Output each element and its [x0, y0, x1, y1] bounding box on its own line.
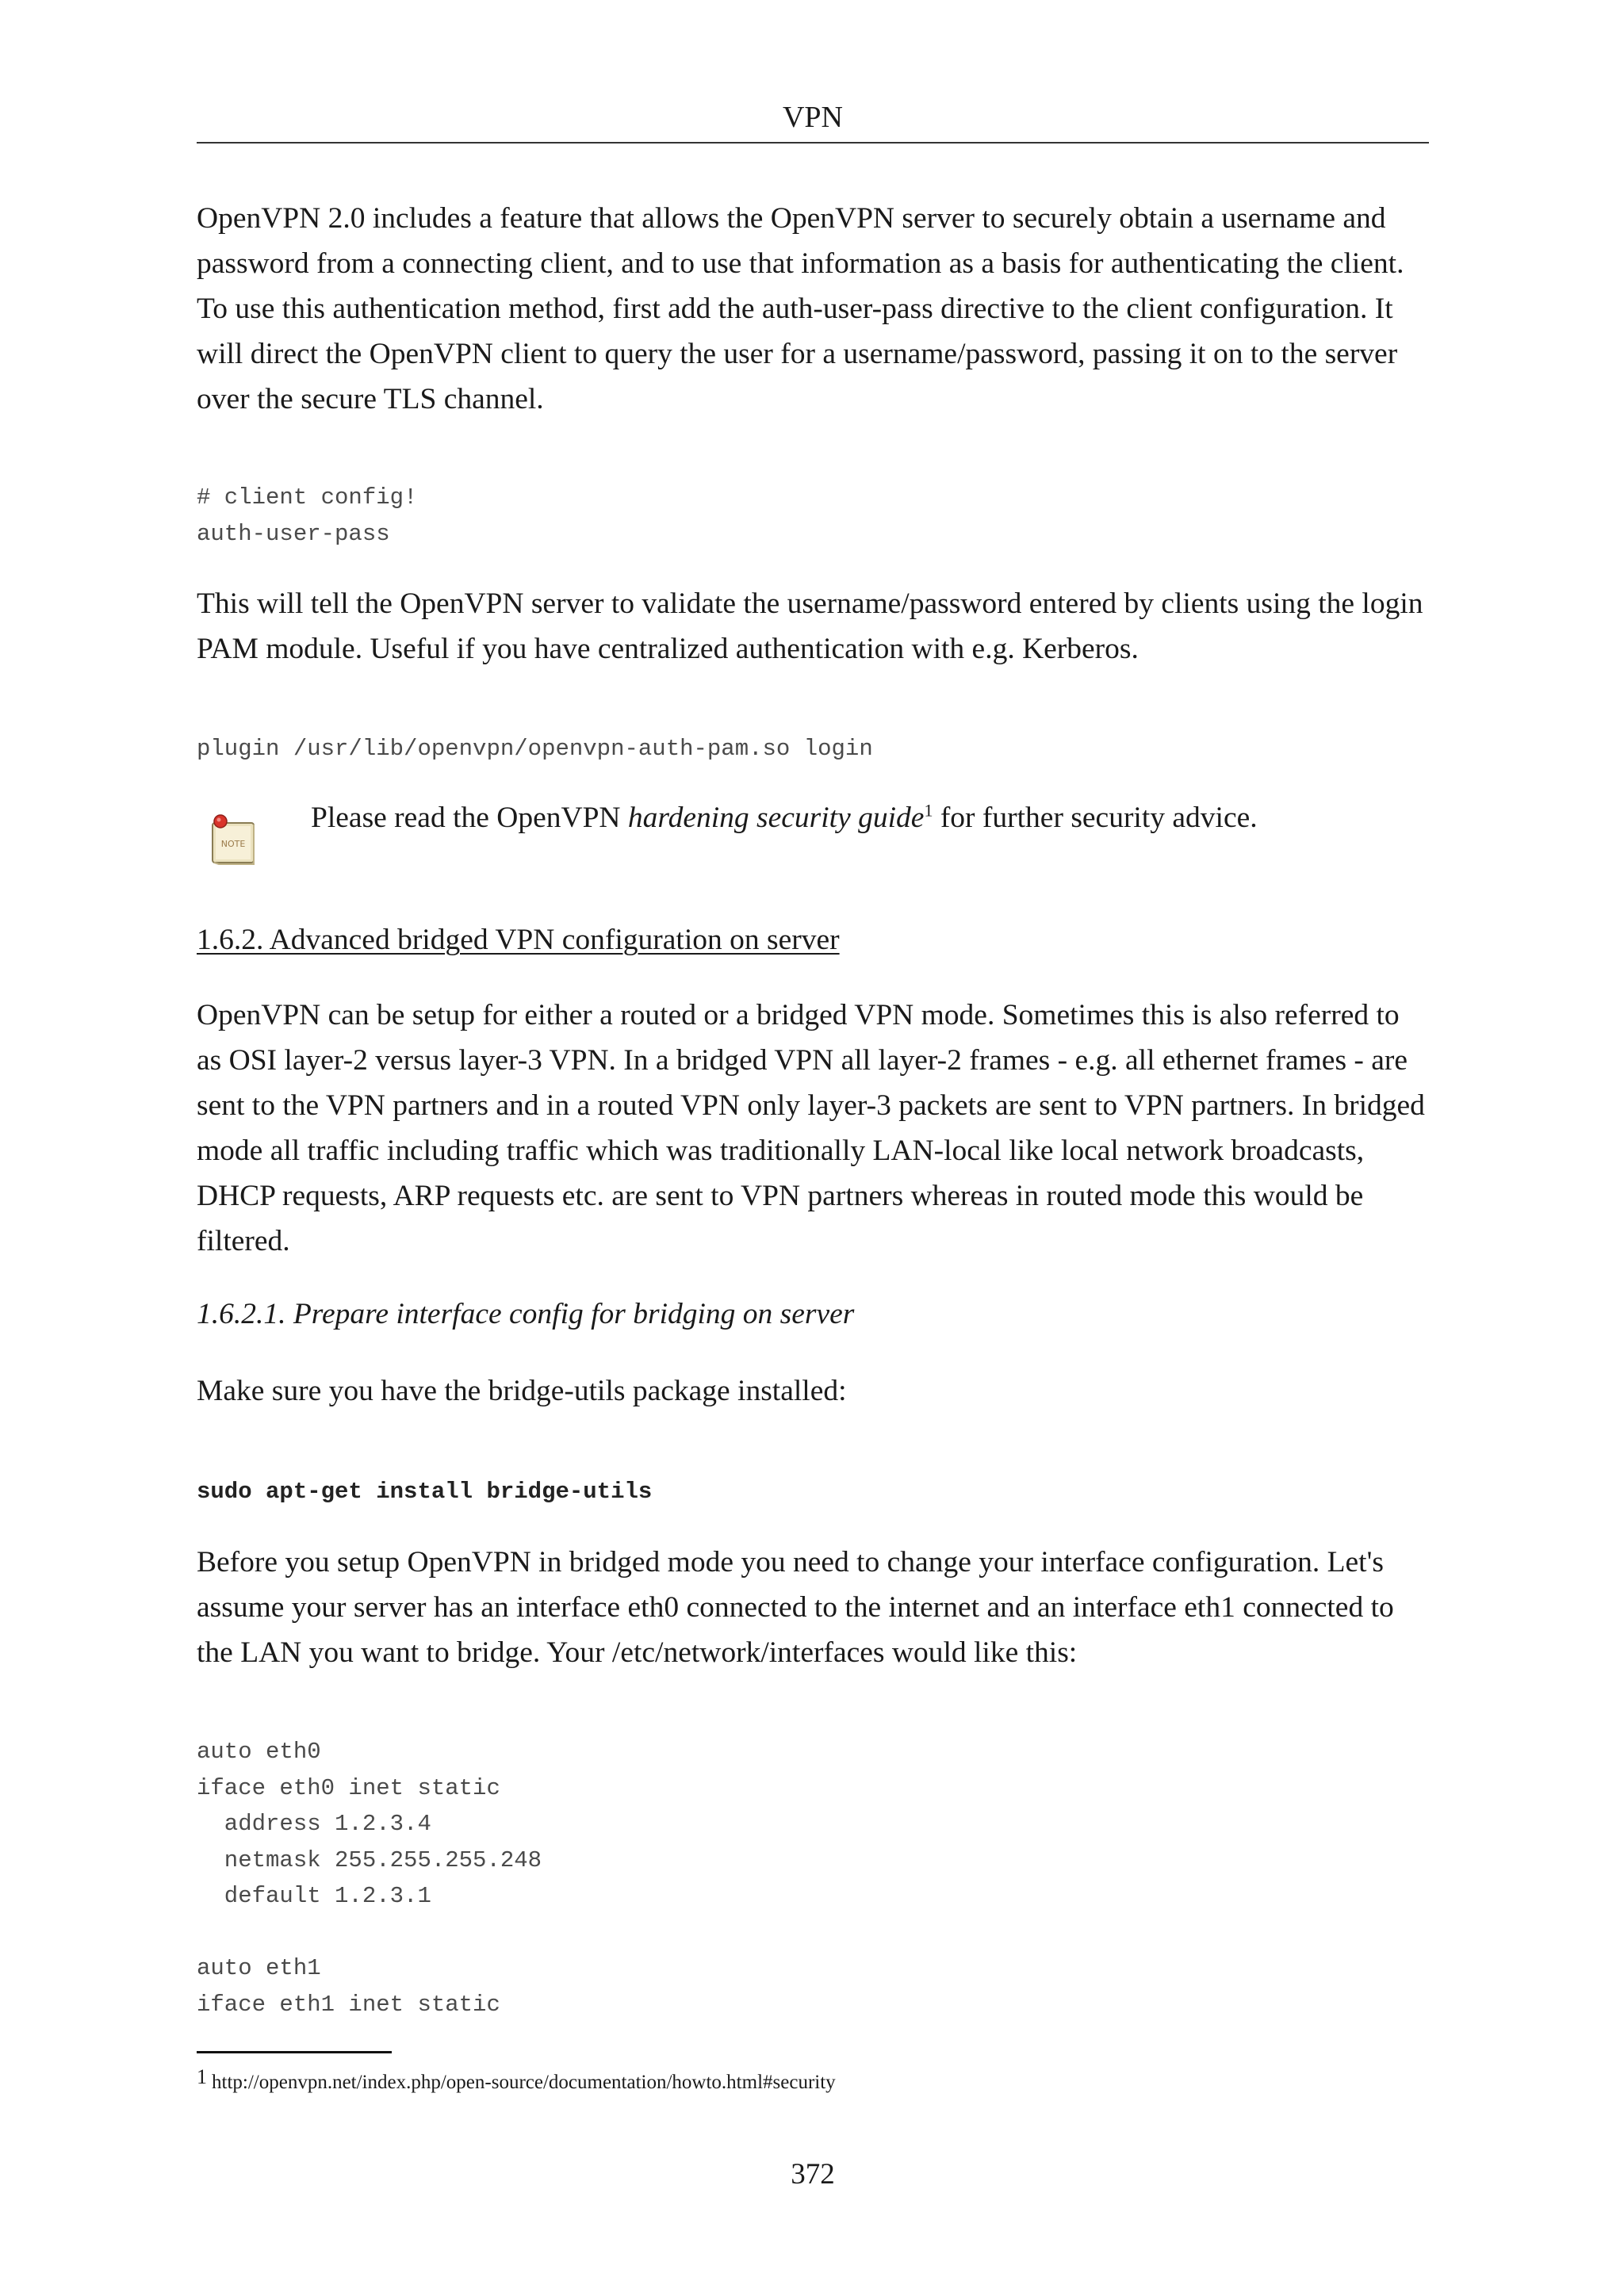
bridged-intro-paragraph	[197, 993, 1429, 1264]
install-command-code	[197, 1474, 1429, 1510]
client-config-code	[197, 480, 1429, 552]
auth-intro-paragraph	[197, 196, 1429, 422]
footnote	[197, 2063, 836, 2097]
footnote-url[interactable]: http://openvpn.net/index.php/open-source/documentation/howto.html#security	[212, 2072, 836, 2093]
page-number: 372	[791, 2158, 835, 2191]
document-page	[197, 0, 1429, 2296]
plugin-code-text: plugin /usr/lib/openvpn/openvpn-auth-pam.so login	[197, 736, 873, 762]
running-header: VPN	[782, 101, 844, 134]
install-command-text: sudo apt-get install bridge-utils	[197, 1479, 653, 1505]
plugin-code	[197, 731, 1429, 767]
footnote-mark: 1	[197, 2065, 207, 2088]
bridged-section-heading	[197, 920, 1429, 961]
note-suffix: for further security advice.	[933, 802, 1258, 834]
bridge-utils-text: Make sure you have the bridge-utils package installed:	[197, 1375, 847, 1407]
pam-explain-paragraph	[197, 581, 1429, 672]
header-rule	[197, 142, 1429, 144]
auth-intro-text: OpenVPN 2.0 includes a feature that allows the OpenVPN server to securely obtain a username and password from a connecting client, and to use that information as a basis for authenticating the client. To use this authentication method, first add the auth-user-pass directive to the client configuration. It will direct the OpenVPN client to query the user for a username/password, passing it on to the server over the secure TLS channel.	[197, 202, 1404, 415]
note-prefix: Please read the OpenVPN	[311, 802, 628, 834]
interfaces-intro-text: Before you setup OpenVPN in bridged mode you need to change your interface configuration. Let's assume your server has an interface eth0 connected to the internet and an interface eth1 connected to the LAN you want to bridge. Your /etc/network/interfaces would like this:	[197, 1546, 1394, 1669]
footnote-ref[interactable]: 1	[924, 800, 933, 821]
interfaces-intro-paragraph	[197, 1540, 1429, 1675]
bridged-intro-text: OpenVPN can be setup for either a routed or a bridged VPN mode. Sometimes this is also referred to as OSI layer-2 versus layer-3 VPN. In a bridged VPN all layer-2 frames - e.g. all ethernet frames - are sent to the VPN partners and in a routed VPN only layer-3 packets are sent to VPN partners. In bridged mode all traffic including traffic which was traditionally LAN-local like local network broadcasts, DHCP requests, ARP requests etc. are sent to VPN partners whereas in routed mode this would be filtered.	[197, 999, 1425, 1257]
interfaces-code	[197, 1734, 1429, 2022]
prepare-subsection-heading	[197, 1294, 1429, 1335]
footnote-rule	[197, 2051, 392, 2053]
subsection-title: 1.6.2.1. Prepare interface config for bridging on server	[197, 1298, 855, 1330]
note-icon	[208, 812, 260, 867]
pam-explain-text: This will tell the OpenVPN server to validate the username/password entered by clients using the login PAM module. Useful if you have centralized authentication with e.g. Kerberos.	[197, 587, 1423, 665]
client-config-code-text: # client config! auth-user-pass	[197, 484, 418, 547]
note-icon-label: NOTE	[220, 839, 246, 849]
bridge-utils-paragraph	[197, 1368, 1429, 1414]
section-title: 1.6.2. Advanced bridged VPN configuration on server	[197, 924, 840, 956]
interfaces-code-text: auto eth0 iface eth0 inet static address 1.2.3.4 netmask 255.255.255.248 default 1.2.3.1 auto eth1 iface eth1 inet static	[197, 1739, 542, 2018]
note-callout	[311, 798, 1258, 839]
note-link-text[interactable]: hardening security guide	[627, 802, 925, 834]
